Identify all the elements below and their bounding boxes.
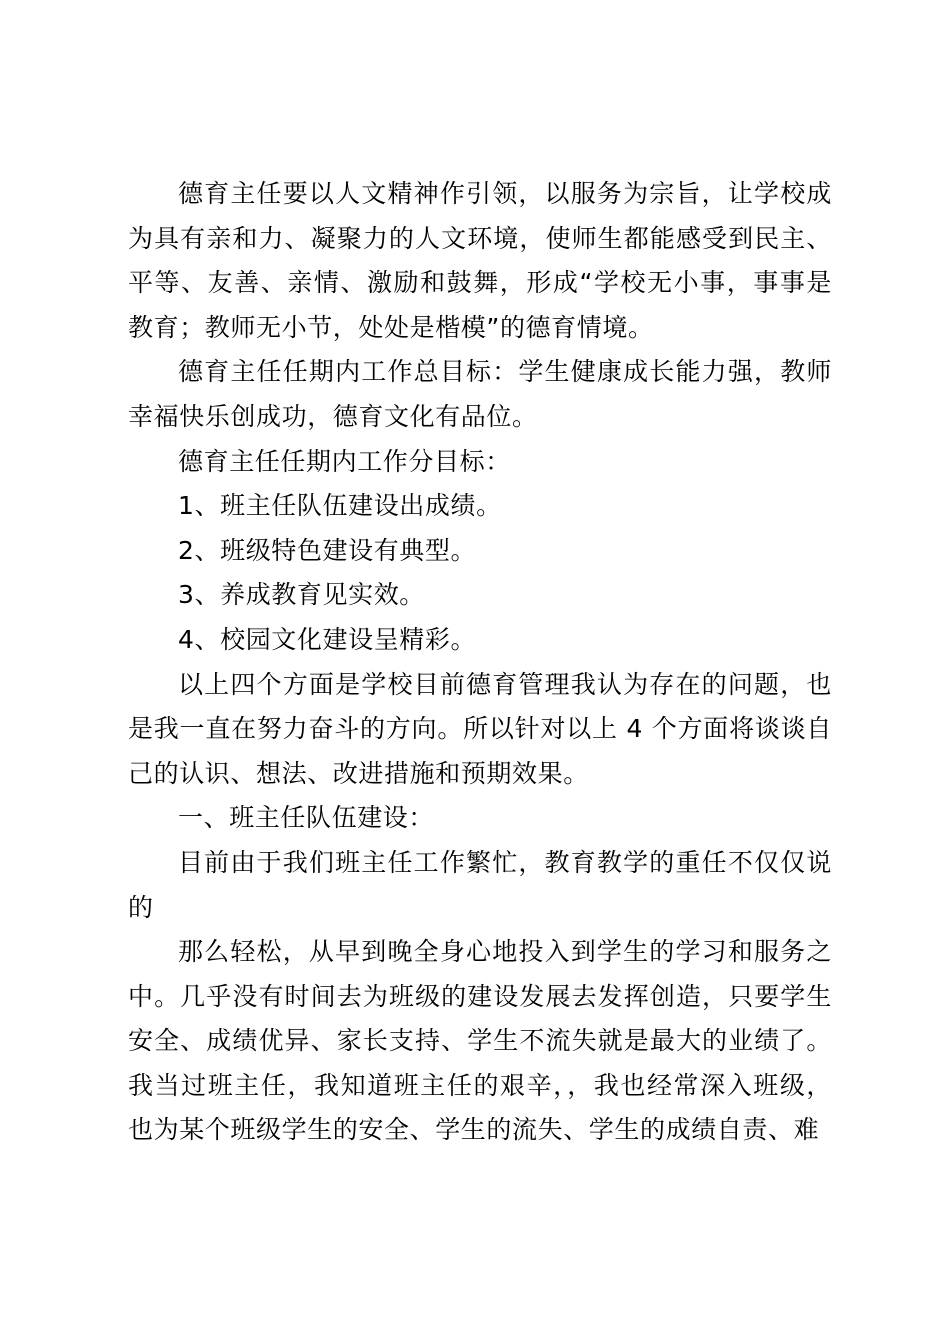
list-item-goal-3: 3、养成教育见实效。 (178, 580, 425, 610)
list-item-goal-2: 2、班级特色建设有典型。 (178, 535, 477, 565)
paragraph-problems: 以上四个方面是学校目前德育管理我认为存在的问题，也是我一直在努力奋斗的方向。所以针对以上 4 个方面将谈谈自己的认识、想法、改进措施和预期效果。 (128, 669, 832, 788)
list-item-goal-4: 4、校园文化建设呈精彩。 (178, 624, 477, 654)
list-item-goal-1: 1、班主任队伍建设出成绩。 (178, 491, 502, 521)
document-page (128, 172, 832, 1153)
paragraph-intro: 德育主任要以人文精神作引领，以服务为宗旨，让学校成为具有亲和力、凝聚力的人文环境，使师生都能感受到民主、平等、友善、亲情、激励和鼓舞，形成“学校无小事，事事是教育；教师无小节，处处是楷模”的德育情境。 (128, 179, 832, 342)
paragraph-sub-goals-heading: 德育主任任期内工作分目标： (178, 446, 511, 476)
section-heading-1: 一、班主任队伍建设： (178, 803, 435, 833)
paragraph-overall-goal: 德育主任任期内工作总目标：学生健康成长能力强，教师幸福快乐创成功，德育文化有品位。 (128, 357, 832, 431)
paragraph-current-situation: 目前由于我们班主任工作繁忙，教育教学的重任不仅仅说的 (128, 847, 832, 922)
paragraph-continuation: 那么轻松，从早到晚全身心地投入到学生的学习和服务之中。几乎没有时间去为班级的建设发展去发挥创造，只要学生安全、成绩优异、家长支持、学生不流失就是最大的业绩了。我当过班主任，我知道班主任的艰辛，，我也经常深入班级，也为某个班级学生的安全、学生的流失、学生的成绩自责、难 (128, 937, 832, 1145)
